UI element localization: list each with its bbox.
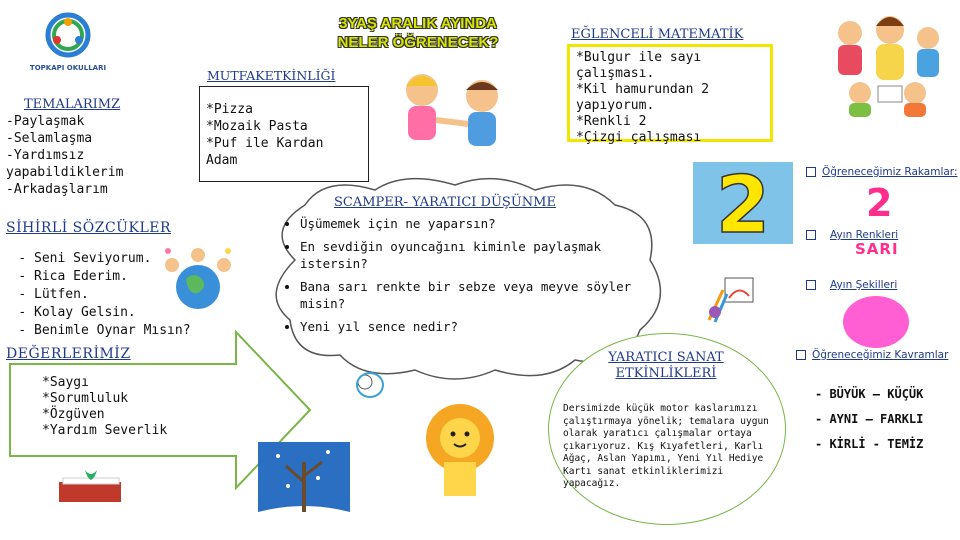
value-item: *Yardım Severlik — [42, 423, 168, 438]
value-item: *Sorumluluk — [42, 391, 129, 406]
magic-words-title: SİHİRLİ SÖZCÜKLER — [6, 220, 172, 236]
numbers-label: Öğreneceğimiz Rakamlar: — [822, 166, 958, 178]
page-title-line2: NELER ÖĞRENECEK? — [337, 34, 499, 51]
theme-item: -Paylaşmak — [6, 114, 85, 129]
values-title: DEĞERLERİMİZ — [6, 346, 131, 362]
snail-icon — [356, 372, 384, 398]
art-title-line1: YARATICI SANAT — [608, 350, 724, 365]
book-icon — [55, 468, 125, 508]
themes-title: TEMALARIMZ — [24, 97, 121, 112]
number-two-picture — [693, 162, 793, 244]
kitchen-item: *Mozaik Pasta — [206, 119, 308, 134]
logo-text: TOPKAPI OKULLARI — [29, 64, 107, 72]
kitchen-title: MUTFAKETKİNLİĞİ — [207, 68, 336, 83]
concepts-label: Öğreneceğimiz Kavramlar — [812, 349, 949, 361]
checkbox-icon — [796, 350, 806, 360]
value-item: *Özgüven — [42, 407, 105, 422]
magic-word: - Benimle Oynar Mısın? — [34, 322, 191, 340]
concept-item: - KİRLİ - TEMİZ — [815, 437, 924, 451]
kitchen-item: *Puf ile Kardan Adam — [206, 136, 324, 168]
math-line: *Kil hamurundan 2 — [576, 82, 710, 97]
math-title: EĞLENCELİ MATEMATİK — [571, 27, 744, 42]
concepts-list — [815, 382, 923, 457]
art-title — [586, 350, 746, 382]
math-line: *Bulgur ile sayı çalışması. — [576, 50, 702, 81]
art-supplies-icon — [705, 270, 755, 325]
magic-word: - Kolay Gelsin. — [34, 304, 191, 322]
magic-word: - Seni Seviyorum. — [34, 250, 191, 268]
earth-kids-illustration — [158, 245, 238, 315]
svg-text:2: 2 — [715, 162, 771, 244]
checkbox-icon — [806, 167, 816, 177]
kids-reading-illustration — [820, 8, 950, 118]
kitchen-box — [199, 86, 369, 182]
concepts-label-row — [796, 346, 948, 363]
value-item: *Saygı — [42, 375, 89, 390]
values-list — [42, 375, 167, 439]
logo-icon — [28, 10, 108, 60]
kitchen-item: *Pizza — [206, 102, 253, 117]
scamper-question: • En sevdiğin oyuncağını kiminle paylaşmak istersin? — [300, 238, 634, 272]
concept-item: - BÜYÜK – KÜÇÜK — [815, 387, 924, 401]
scamper-question: • Yeni yıl sence nedir? — [300, 318, 634, 335]
art-description: Dersimizde küçük motor kaslarımızı çalıştırmaya yönelik; temalara uygun olarak yaratıcı çalışmalar ortaya çıkarıyoruz. Kış Kıyafetleri, Karlı Ağaç, Aslan Yapımı, Yeni Yıl Hediye Kartı sanat etkinliklerimizi yapacağız. — [563, 403, 769, 489]
scamper-title: SCAMPER- YARATICI DÜŞÜNME — [334, 195, 556, 210]
concept-item: - AYNI – FARKLI — [815, 412, 924, 426]
lion-craft-picture — [410, 400, 510, 500]
magic-word: - Rica Ederim. — [34, 268, 191, 286]
shapes-label: Ayın Şekilleri — [830, 279, 898, 291]
art-title-line2: ETKİNLİKLERİ — [615, 366, 717, 381]
themes-section — [6, 96, 196, 198]
theme-item: -Arkadaşlarım — [6, 182, 108, 197]
color-value: SARI — [855, 240, 899, 258]
page-title-line1: 3YAŞ ARALIK AYINDA — [339, 15, 497, 32]
math-box — [567, 44, 773, 145]
numbers-label-row — [806, 163, 957, 180]
school-logo — [28, 10, 108, 70]
theme-item: -Yardımsız yapabildiklerim — [6, 148, 124, 180]
pink-circle-shape — [843, 296, 909, 348]
math-line: yapıyorum. — [576, 98, 655, 113]
colors-label: Ayın Renkleri — [830, 229, 899, 241]
magic-word: - Lütfen. — [34, 286, 191, 304]
scamper-question: • Bana sarı renkte bir sebze veya meyve söyler misin? — [300, 278, 634, 312]
checkbox-icon — [806, 230, 816, 240]
scamper-questions — [284, 215, 634, 341]
winter-tree-picture — [258, 442, 350, 532]
page-title — [318, 14, 518, 52]
number-value: 2 — [866, 181, 893, 225]
shapes-label-row — [806, 276, 897, 293]
math-line: *Çizgi çalışması — [576, 130, 702, 145]
theme-item: -Selamlaşma — [6, 131, 93, 146]
math-line: *Renkli 2 — [576, 114, 647, 129]
scamper-question: • Üşümemek için ne yaparsın? — [300, 215, 634, 232]
kids-playing-illustration — [382, 60, 522, 170]
checkbox-icon — [806, 280, 816, 290]
